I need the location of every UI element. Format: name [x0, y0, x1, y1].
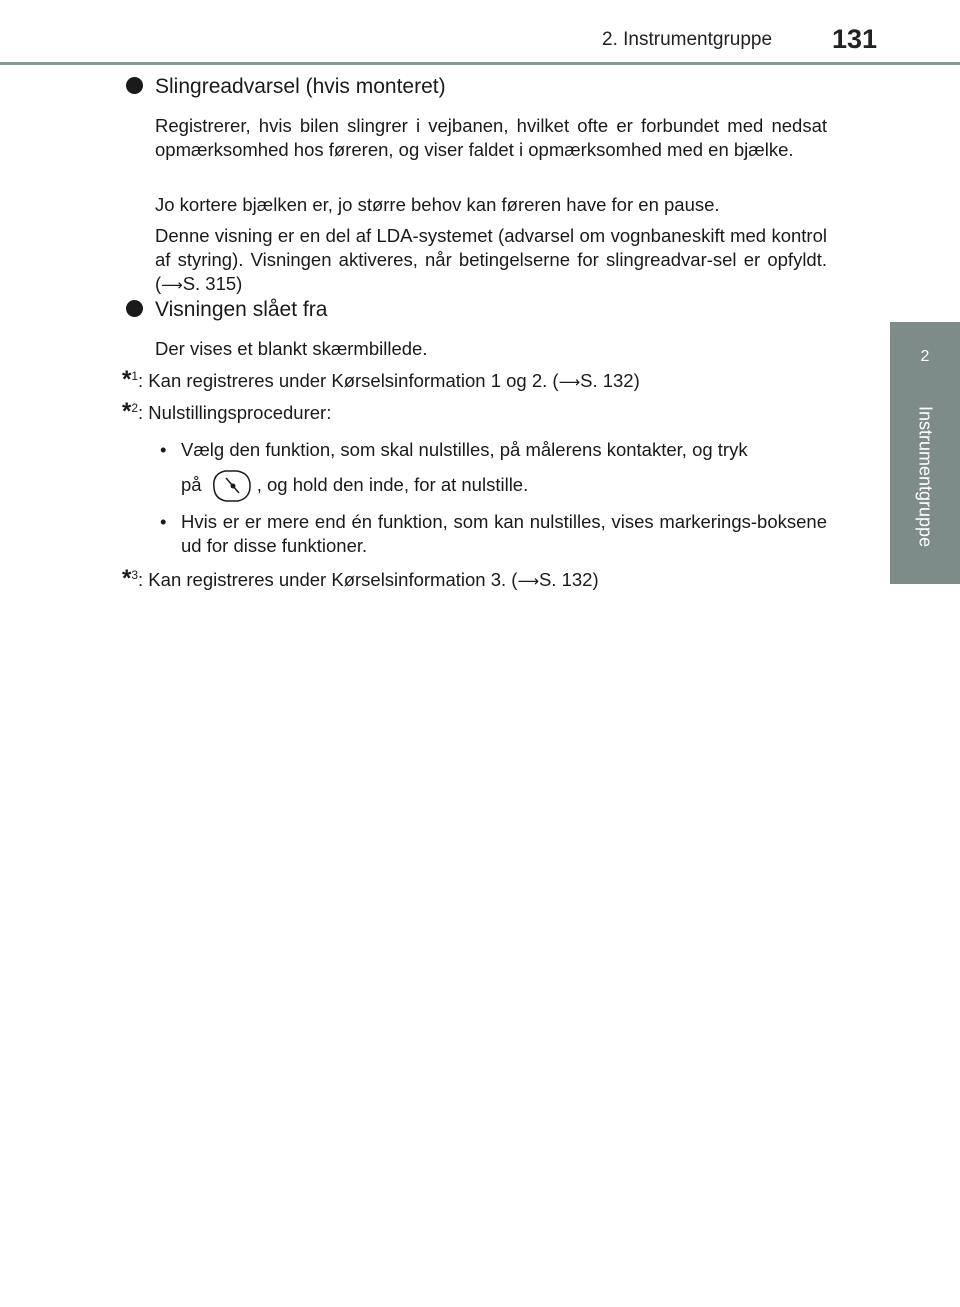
filled-circle-icon: [126, 300, 143, 317]
footnote-star: *: [122, 398, 132, 425]
side-tab: [890, 322, 960, 584]
right-arrow-icon: ⟶: [558, 374, 581, 391]
heading-text: Slingreadvarsel (hvis monteret): [155, 75, 446, 98]
header-rule: [0, 62, 960, 65]
page-number: 131: [832, 24, 878, 54]
bullet-dot: •: [160, 511, 167, 532]
footnote-star: *: [122, 565, 132, 592]
list-item: [160, 438, 827, 506]
list-item-text-post: , og hold den inde, for at nulstille.: [256, 473, 529, 495]
section-heading-slingreadvarsel: [126, 75, 446, 99]
footnote-1: [122, 364, 640, 395]
heading-text: Visningen slået fra: [155, 298, 328, 321]
list-item-text-pre: på: [181, 473, 202, 495]
paragraph: Der vises et blankt skærmbillede.: [155, 338, 428, 359]
footnote-3: [122, 563, 599, 594]
section-heading-visning-fra: [126, 298, 327, 322]
page-reference: S. 315): [182, 273, 243, 294]
footnote-star: *: [122, 366, 132, 393]
paragraph-text: Denne visning er en del af LDA-systemet (advarsel om vognbaneskift med kontrol af styring). Visningen aktiveres, når betingelserne for slingreadvar-sel er opfyldt. (: [155, 225, 827, 294]
footnote-text: : Kan registreres under Kørselsinformation 3. (: [138, 569, 518, 590]
side-tab-number: 2: [920, 348, 930, 365]
paragraph: [155, 224, 827, 298]
paragraph: Jo kortere bjælken er, jo større behov kan føreren have for en pause.: [155, 194, 720, 215]
paragraph: Registrerer, hvis bilen slingrer i vejbanen, hvilket ofte er forbundet med nedsat opmærksomhed hos føreren, og viser faldet i opmærksomhed med en bjælke.: [155, 115, 827, 160]
page-reference: S. 132): [538, 569, 599, 590]
footnote-text: : Nulstillingsprocedurer:: [138, 402, 332, 423]
filled-circle-icon: [126, 77, 143, 94]
footnote-2: [122, 396, 331, 425]
bullet-dot: •: [160, 439, 167, 460]
footnote-number: 3: [131, 568, 139, 582]
side-tab-label: Instrumentgruppe: [915, 406, 936, 548]
page-reference: S. 132): [580, 370, 640, 391]
list-item-text: Hvis er er mere end én funktion, som kan nulstilles, vises markerings-boksene ud for disse funktioner.: [181, 511, 827, 556]
list-item-text: [181, 466, 827, 506]
header-chapter: 2. Instrumentgruppe: [602, 29, 773, 50]
enter-button-icon: [209, 466, 255, 506]
list-item-text: Vælg den funktion, som skal nulstilles, på målerens kontakter, og tryk: [181, 439, 748, 460]
list-item: [160, 510, 827, 558]
right-arrow-icon: ⟶: [517, 573, 539, 590]
footnote-text: : Kan registreres under Kørselsinformation 1 og 2. (: [138, 370, 559, 391]
right-arrow-icon: ⟶: [161, 277, 183, 294]
footnote-number: 1: [131, 369, 139, 383]
footnote-number: 2: [131, 401, 139, 415]
